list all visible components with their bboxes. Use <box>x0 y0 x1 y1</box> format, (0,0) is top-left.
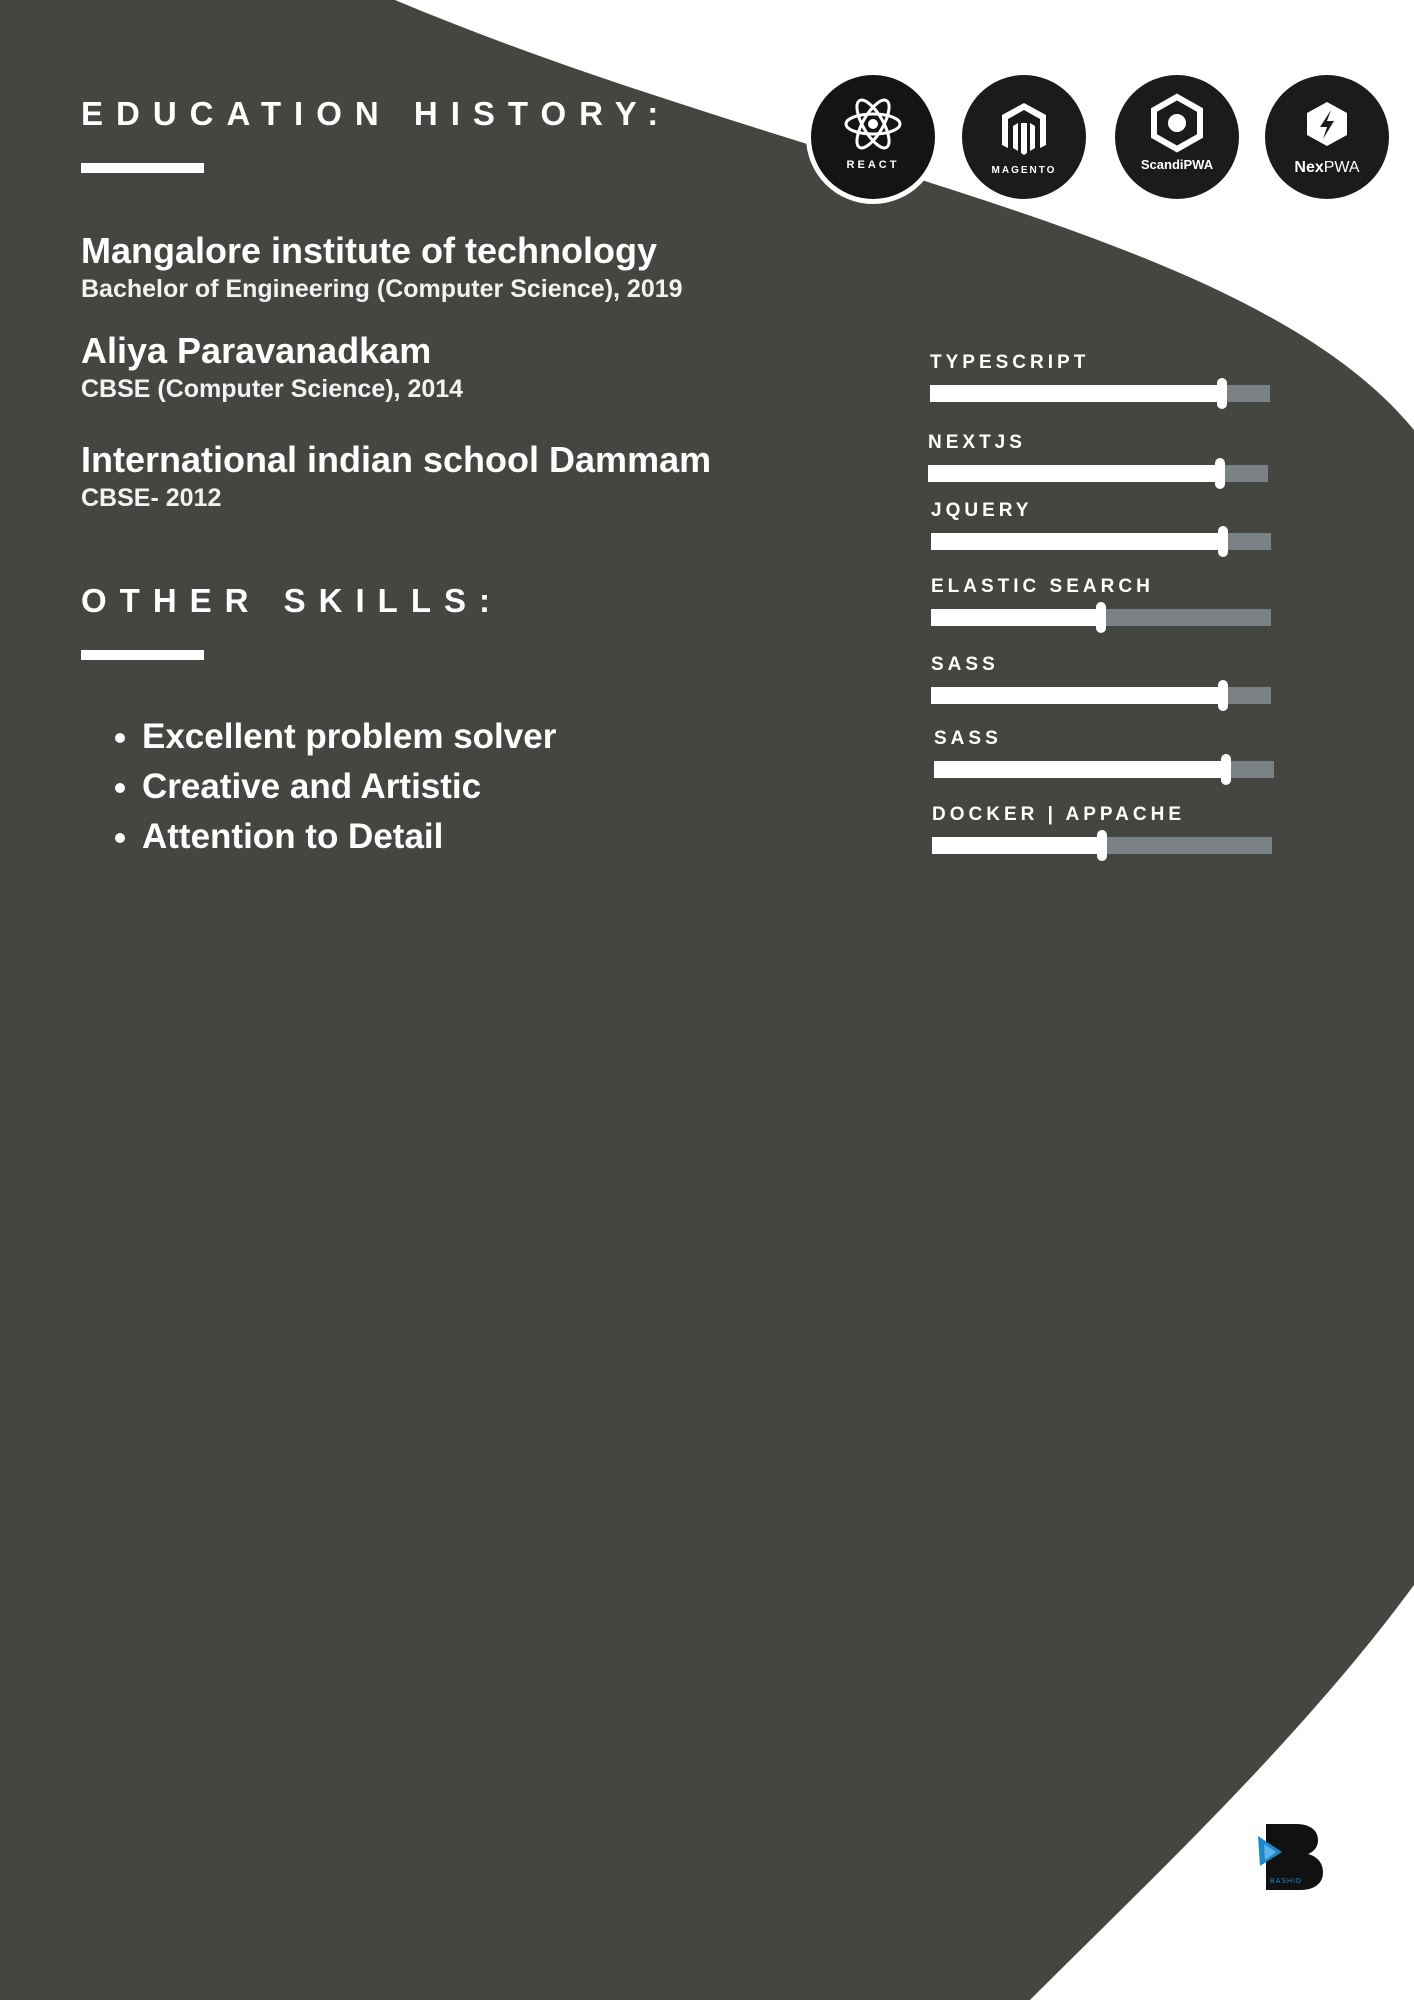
react-label: REACT <box>846 159 900 171</box>
skill-label: TYPESCRIPT <box>930 352 1090 373</box>
degree-text: CBSE- 2012 <box>81 484 222 512</box>
skill-track <box>931 687 1271 704</box>
magento-logo <box>962 75 1086 199</box>
magento-label: MAGENTO <box>991 165 1057 176</box>
education-entry <box>81 229 683 305</box>
skill-fill <box>934 761 1226 778</box>
skill-elastic-search <box>931 576 1271 640</box>
skill-label: NEXTJS <box>928 432 1026 453</box>
nexpwa-icon <box>1265 75 1389 199</box>
list-item: • Attention to Detail <box>142 812 556 862</box>
skill-fill <box>930 385 1222 402</box>
skill-sass <box>931 654 1271 718</box>
nexpwa-label-bold: Nex <box>1294 159 1324 176</box>
brand-text: BASHID <box>1270 1878 1303 1885</box>
scandipwa-label: ScandiPWA <box>1140 157 1214 172</box>
skill-label: SASS <box>934 728 1002 749</box>
skill-track <box>932 837 1272 854</box>
skill-fill <box>932 837 1102 854</box>
skill-knob <box>1096 602 1106 633</box>
skill-knob <box>1218 526 1228 557</box>
skill-fill <box>931 609 1101 626</box>
education-entry <box>81 438 711 514</box>
react-icon <box>811 75 935 199</box>
skill-docker-apache <box>932 804 1272 868</box>
degree-text: Bachelor of Engineering (Computer Science), 2019 <box>81 275 683 303</box>
degree-text: CBSE (Computer Science), 2014 <box>81 375 464 403</box>
nexpwa-logo <box>1265 75 1389 199</box>
skill-track <box>931 609 1271 626</box>
magento-icon <box>962 75 1086 199</box>
school-name: Mangalore institute of technology <box>81 230 658 271</box>
skill-fill <box>928 465 1220 482</box>
scandipwa-icon <box>1115 75 1239 199</box>
skill-jquery <box>931 500 1271 564</box>
list-item: • Excellent problem solver <box>142 712 556 762</box>
skill-knob <box>1097 830 1107 861</box>
skill-fill <box>931 533 1223 550</box>
school-name: International indian school Dammam <box>81 439 712 480</box>
skill-nextjs <box>928 432 1268 496</box>
skill-knob <box>1215 458 1225 489</box>
education-heading: EDUCATION HISTORY: <box>81 95 672 132</box>
education-heading-rule <box>81 163 204 173</box>
other-skills-heading-rule <box>81 650 204 660</box>
skill-track <box>931 533 1271 550</box>
school-name: Aliya Paravanadkam <box>81 330 432 371</box>
skill-label: SASS <box>931 654 999 675</box>
skill-track <box>930 385 1270 402</box>
brand-logo <box>1256 1822 1326 1892</box>
skill-knob <box>1218 680 1228 711</box>
list-item: • Creative and Artistic <box>142 762 556 812</box>
skill-fill <box>931 687 1223 704</box>
skill-label: ELASTIC SEARCH <box>931 576 1154 597</box>
react-logo <box>811 75 935 199</box>
skill-sass-2 <box>934 728 1274 792</box>
skill-label: DOCKER | APPACHE <box>932 804 1185 825</box>
other-skills-heading: OTHER SKILLS: <box>81 582 503 619</box>
skill-track <box>934 761 1274 778</box>
skill-track <box>928 465 1268 482</box>
education-entry <box>81 329 463 405</box>
other-skills-list <box>104 712 556 862</box>
skill-typescript <box>930 352 1270 416</box>
skill-knob <box>1217 378 1227 409</box>
skill-knob <box>1221 754 1231 785</box>
scandipwa-logo <box>1115 75 1239 199</box>
nexpwa-label <box>1265 159 1389 177</box>
skill-label: JQUERY <box>931 500 1033 521</box>
nexpwa-label-light: PWA <box>1323 159 1360 176</box>
